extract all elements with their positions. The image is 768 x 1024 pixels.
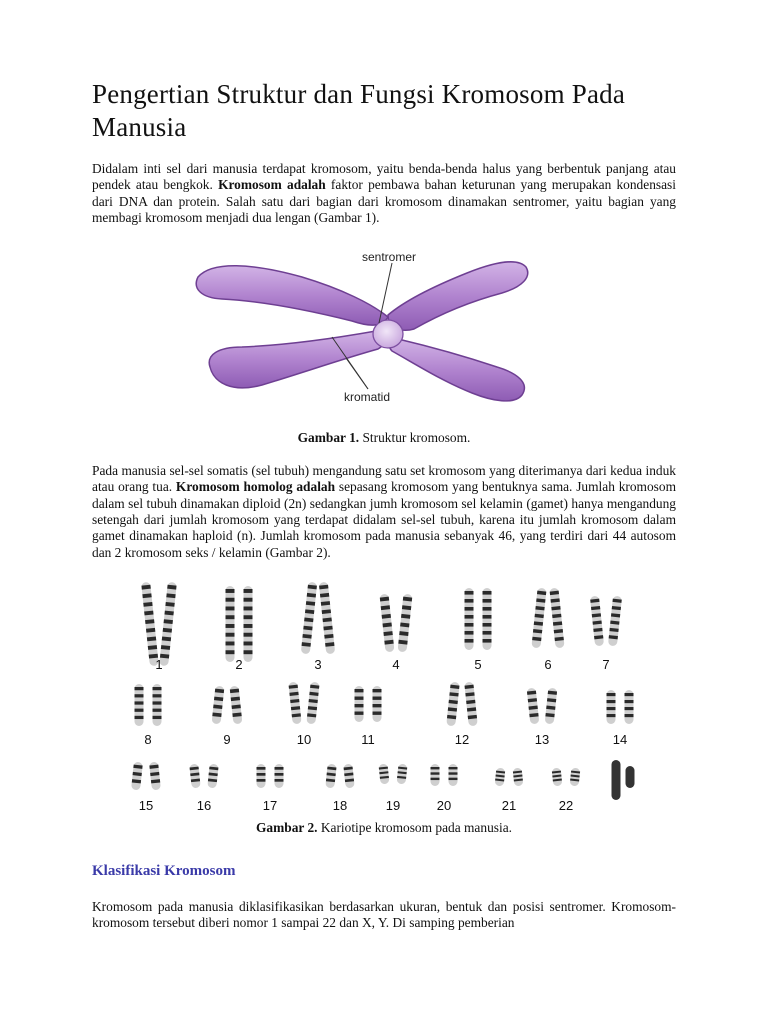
- chromosome-10: [288, 682, 319, 725]
- chromosome-8: [135, 684, 162, 726]
- chromosome-number-label: 22: [558, 797, 574, 813]
- chromatid-arm-upper-right: [388, 262, 528, 330]
- centromere: [373, 320, 403, 348]
- chromosome-7: [590, 596, 622, 647]
- term-kromosom-homolog: Kromosom homolog adalah: [175, 479, 336, 495]
- chromosome-6: [531, 588, 564, 649]
- page-title: Pengertian Struktur dan Fungsi Kromosom Pada Manusia: [92, 79, 626, 142]
- chromosome-number-label: 17: [262, 797, 278, 813]
- sex-chromosomes: [612, 760, 635, 800]
- chromosome-13: [527, 688, 558, 725]
- chromatid-arm-lower-right: [389, 339, 524, 401]
- kromatid-pointer-2: [346, 358, 368, 389]
- chromosome-16: [189, 764, 218, 789]
- chromosome-number-label: 3: [314, 656, 322, 672]
- chromosome-19: [378, 764, 407, 785]
- chromosome-15: [131, 762, 161, 791]
- chromosome-14: [607, 690, 634, 724]
- figure2-caption: [92, 820, 676, 836]
- chromosome-number-label: 14: [612, 731, 628, 747]
- chromosome-22: [552, 768, 581, 787]
- chromosome-number-label: 11: [361, 731, 375, 747]
- chromosome-number-label: 13: [534, 731, 550, 747]
- figure1-caption: [92, 430, 676, 446]
- chromosome-9: [212, 686, 243, 725]
- paragraph-intro-text-1: Didalam inti sel dari manusia terdapat kromosom, yaitu benda-benda halus yang berbentuk panjang atau pendek atau bengkok.: [92, 161, 676, 193]
- chromosome-20: [431, 764, 458, 786]
- chromosome-number-label: 10: [296, 731, 312, 747]
- section-heading: Klasifikasi Kromosom: [92, 862, 236, 879]
- chromosome-2: [226, 586, 253, 662]
- chromosome-number-label: 19: [385, 797, 401, 813]
- chromosome-21: [495, 768, 524, 787]
- chromosome-number-label: 21: [501, 797, 517, 813]
- chromosome-17: [257, 764, 284, 788]
- chromosome-12: [446, 682, 478, 727]
- figure2-caption-text: Kariotipe kromosom pada manusia.: [317, 819, 512, 835]
- chromosome-number-label: 16: [196, 797, 212, 813]
- paragraph-homolog-text-1: Pada manusia sel-sel somatis (sel tubuh) mengandung satu set kromosom yang diterimanya dari kedua induk atau orang tua.: [92, 463, 676, 495]
- figure1-caption-label: Gambar 1.: [297, 430, 360, 446]
- karyotype-image: [96, 574, 656, 820]
- figure1-caption-text: Struktur kromosom.: [359, 430, 471, 446]
- chromosome-number-label: 5: [474, 656, 482, 672]
- paragraph-intro-text-2: faktor pembawa bahan keturunan yang merupakan kondensasi dari DNA dan protein. Salah satu dari bagian dari kromosom dinamakan sentromer, yaitu bagian yang membagi kromosom menjadi dua lengan (Gambar 1).: [92, 177, 676, 225]
- chromosome-3: [301, 582, 335, 655]
- chromosome-4: [379, 594, 412, 653]
- paragraph-klasifikasi: Kromosom pada manusia diklasifikasikan berdasarkan ukuran, bentuk dan posisi sentromer. Kromosom-kromosom tersebut diberi nomor 1 sampai 22 dan X, Y. Di samping pemberian: [92, 898, 676, 931]
- chromosome-number-label: 15: [138, 797, 154, 813]
- chromosome-5: [465, 588, 492, 650]
- figure-chromosome-structure: [92, 249, 676, 424]
- chromosome-number-label: 18: [332, 797, 348, 813]
- figure2-caption-label: Gambar 2.: [256, 819, 318, 835]
- chromosome-number-label: 20: [436, 797, 452, 813]
- label-kromatid: kromatid: [344, 390, 391, 405]
- chromatid-arm-lower-left: [209, 331, 384, 388]
- label-sentromer: sentromer: [362, 250, 417, 265]
- chromosome-illustration: [192, 249, 532, 424]
- chromosome-number-label: 2: [235, 656, 243, 672]
- chromosome-number-label: 12: [454, 731, 470, 747]
- chromosome-number-label: 7: [602, 656, 610, 672]
- paragraph-homolog-text-2: sepasang kromosom yang bentuknya sama. Jumlah kromosom dalam sel tubuh dinamakan diploid (2n) sedangkan jumh kromosom sel kelamin (gamet) hanya mengandung setengah dari jumlah kromosom yang terdapat didalam sel-sel tubuh, karena itu jumlah kromosom dalam gamet dinamakan haploid (n). Jumlah kromosom pada manusia sebanyak 46, yang terdiri dari 44 autosom dan 2 kromosom seks / kelamin (Gambar 2).: [92, 479, 676, 560]
- chromosome-11: [355, 686, 382, 722]
- chromosome-1: [141, 582, 177, 666]
- document-page: [92, 78, 676, 932]
- paragraph-homolog: [92, 463, 676, 561]
- chromosome-number-label: 8: [144, 731, 152, 747]
- chromatid-arm-upper-left: [196, 266, 388, 325]
- figure-karyotype: [92, 574, 676, 820]
- chromosome-number-label: 9: [223, 731, 231, 747]
- chromosome-number-label: 1: [155, 656, 163, 672]
- paragraph-intro: [92, 161, 676, 226]
- chromosome-number-label: 6: [544, 656, 552, 672]
- term-kromosom: Kromosom adalah: [218, 177, 326, 193]
- chromosome-18: [325, 764, 354, 789]
- chromosome-number-label: 4: [392, 656, 400, 672]
